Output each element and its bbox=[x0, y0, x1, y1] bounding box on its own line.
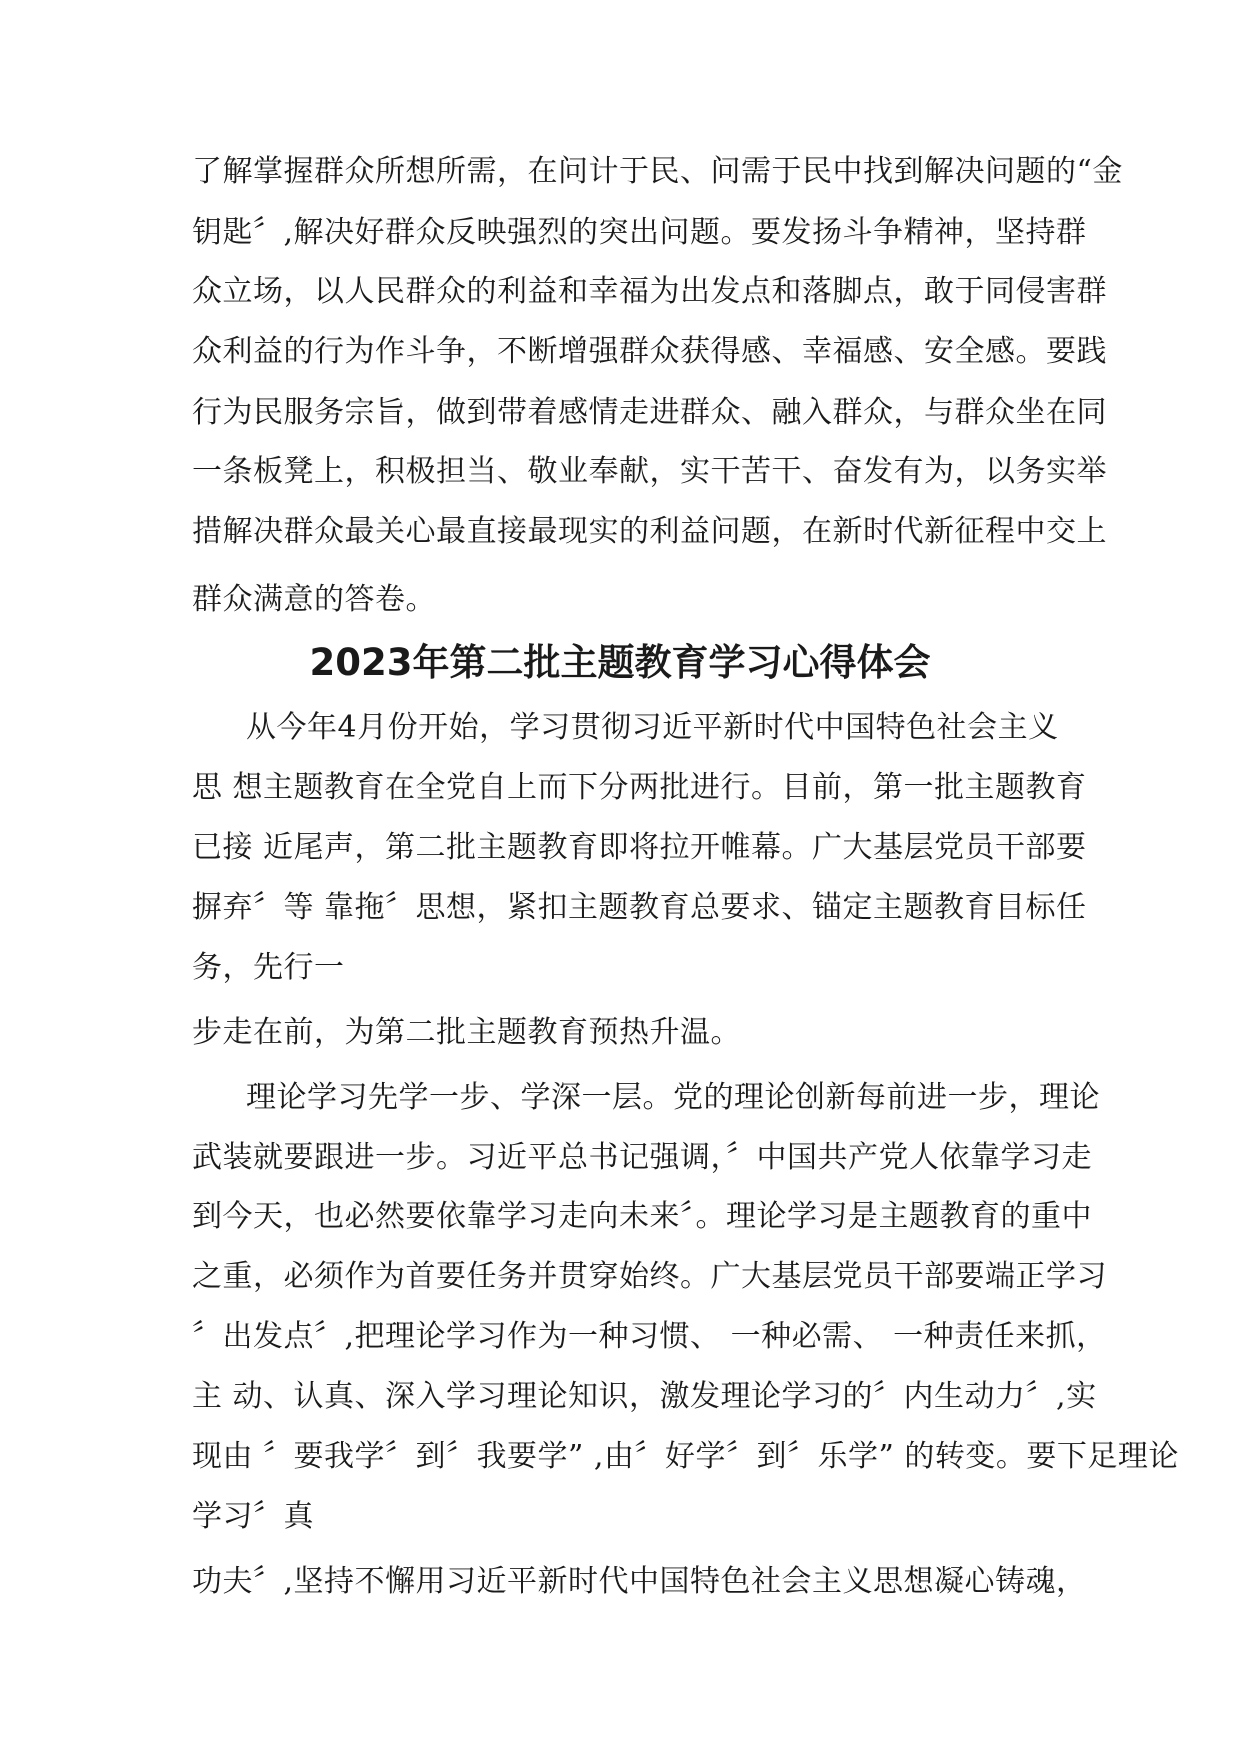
text-line: 已接 近尾声，第二批主题教育即将拉开帷幕。广大基层党员干部要 bbox=[192, 830, 1087, 865]
text-line: 现由 〞要我学〞到〞我要学” ,由〞好学〞到〞乐学” 的转变。要下足理论 bbox=[192, 1439, 1179, 1474]
text-line: 功夫〞,坚持不懈用习近平新时代中国特色社会主义思想凝心铸魂， bbox=[192, 1564, 1087, 1599]
text-line: 步走在前，为第二批主题教育预热升温。 bbox=[192, 1015, 741, 1050]
text-line: 众立场，以人民群众的利益和幸福为出发点和落脚点，敢于同侵害群 bbox=[192, 274, 1107, 309]
text-line: 〞出发点〞,把理论学习作为一种习惯、 一种必需、 一种责任来抓， bbox=[192, 1319, 1107, 1354]
text-line: 理论学习先学一步、学深一层。党的理论创新每前进一步，理论 bbox=[246, 1080, 1100, 1115]
text-line: 行为民服务宗旨，做到带着感情走进群众、融入群众，与群众坐在同 bbox=[192, 395, 1107, 430]
document-title: 2023年第二批主题教育学习心得体会 bbox=[309, 641, 931, 684]
text-line: 务，先行一 bbox=[192, 950, 345, 985]
text-line: 钥匙〞,解决好群众反映强烈的突出问题。要发扬斗争精神，坚持群 bbox=[192, 215, 1087, 250]
text-line: 了解掌握群众所想所需，在问计于民、问需于民中找到解决问题的“金 bbox=[192, 154, 1123, 189]
text-line: 到今天，也必然要依靠学习走向未来〞。理论学习是主题教育的重中 bbox=[192, 1199, 1092, 1234]
text-line: 思 想主题教育在全党自上而下分两批进行。目前，第一批主题教育 bbox=[192, 770, 1087, 805]
text-line: 众利益的行为作斗争，不断增强群众获得感、幸福感、安全感。要践 bbox=[192, 334, 1107, 369]
text-line: 主 动、认真、深入学习理论知识，激发理论学习的〞内生动力〞,实 bbox=[192, 1379, 1097, 1414]
text-line: 群众满意的答卷。 bbox=[192, 582, 436, 617]
text-line: 之重，必须作为首要任务并贯穿始终。广大基层党员干部要端正学习 bbox=[192, 1259, 1107, 1294]
text-line: 措解决群众最关心最直接最现实的利益问题，在新时代新征程中交上 bbox=[192, 514, 1107, 549]
text-line: 武装就要跟进一步。习近平总书记强调，〞中国共产党人依靠学习走 bbox=[192, 1140, 1092, 1175]
text-line: 摒弃〞等 靠拖〞思想，紧扣主题教育总要求、锚定主题教育目标任 bbox=[192, 890, 1087, 925]
text-line: 学习〞真 bbox=[192, 1499, 314, 1534]
text-line: 从今年4月份开始，学习贯彻习近平新时代中国特色社会主义 bbox=[246, 710, 1059, 745]
text-line: 一条板凳上，积极担当、敬业奉献，实干苦干、奋发有为，以务实举 bbox=[192, 454, 1107, 489]
